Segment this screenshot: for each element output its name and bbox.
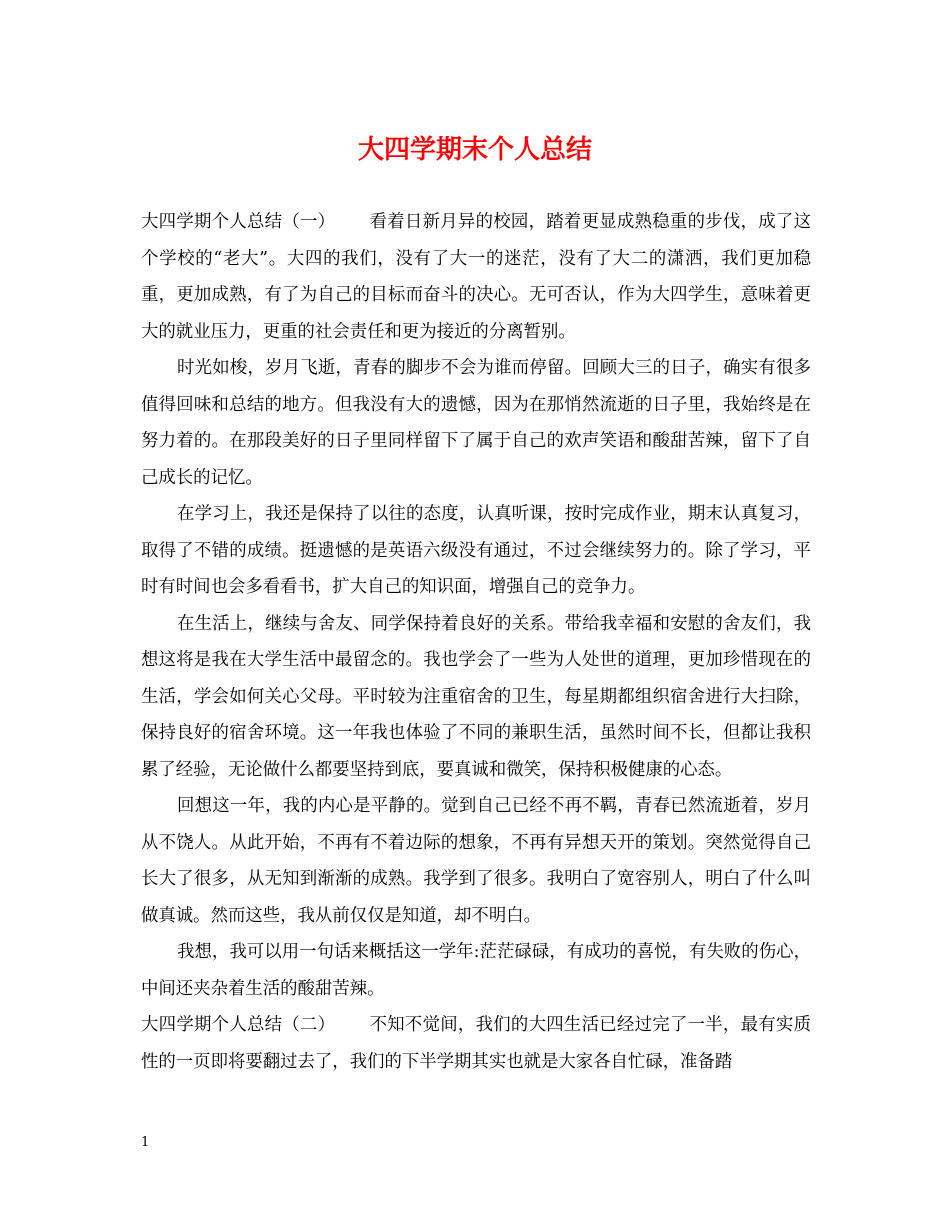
paragraph: 在学习上，我还是保持了以往的态度，认真听课，按时完成作业，期末认真复习，取得了不错的成绩。挺遗憾的是英语六级没有通过，不过会继续努力的。除了学习，平时有时间也会多看看书，扩大自己的知识面，增强自己的竞争力。 <box>141 504 811 597</box>
paragraph: 回想这一年，我的内心是平静的。觉到自己已经不再不羁，青春已然流逝着，岁月从不饶人。从此开始，不再有不着边际的想象，不再有异想天开的策划。突然觉得自己长大了很多，从无知到渐渐的成熟。我学到了很多。我明白了宽容别人，明白了什么叫做真诚。然而这些，我从前仅仅是知道，却不明白。 <box>141 796 811 926</box>
section-1-intro <box>141 204 811 350</box>
paragraph: 在生活上，继续与舍友、同学保持着良好的关系。带给我幸福和安慰的舍友们，我想这将是我在大学生活中最留念的。我也学会了一些为人处世的道理，更加珍惜现在的生活，学会如何关心父母。平时较为注重宿舍的卫生，每星期都组织宿舍进行大扫除，保持良好的宿舍环境。这一年我也体验了不同的兼职生活，虽然时间不长，但都让我积累了经验，无论做什么都要坚持到底，要真诚和微笑，保持积极健康的心态。 <box>141 613 811 780</box>
page-number: 1 <box>141 1135 150 1150</box>
document-title: 大四学期末个人总结 <box>357 135 592 165</box>
section-heading: 大四学期个人总结（一） <box>141 212 336 232</box>
section-heading: 大四学期个人总结（二） <box>141 1015 336 1035</box>
paragraph: 时光如梭，岁月飞逝，青春的脚步不会为谁而停留。回顾大三的日子，确实有很多值得回味和总结的地方。但我没有大的遗憾，因为在那悄然流逝的日子里，我始终是在努力着的。在那段美好的日子里同样留下了属于自己的欢声笑语和酸甜苦辣，留下了自己成长的记忆。 <box>141 358 811 488</box>
section-2-intro <box>141 1007 811 1080</box>
paragraph: 我想，我可以用一句话来概括这一学年:茫茫碌碌，有成功的喜悦，有失败的伤心，中间还夹杂着生活的酸甜苦辣。 <box>141 942 811 999</box>
section-lead-text: 不知不觉间，我们的大四生活已经过完了一半，最有实质性的一页即将要翻过去了，我们的下半学期其实也就是大家各自忙碌，准备踏 <box>141 1015 811 1072</box>
document-body <box>141 204 811 1080</box>
section-lead-text: 看着日新月异的校园，踏着更显成熟稳重的步伐，成了这个学校的“老大”。大四的我们，没有了大一的迷茫，没有了大二的潇洒，我们更加稳重，更加成熟，有了为自己的目标而奋斗的决心。无可否认，作为大四学生，意味着更大的就业压力，更重的社会责任和更为接近的分离暂别。 <box>141 212 811 342</box>
